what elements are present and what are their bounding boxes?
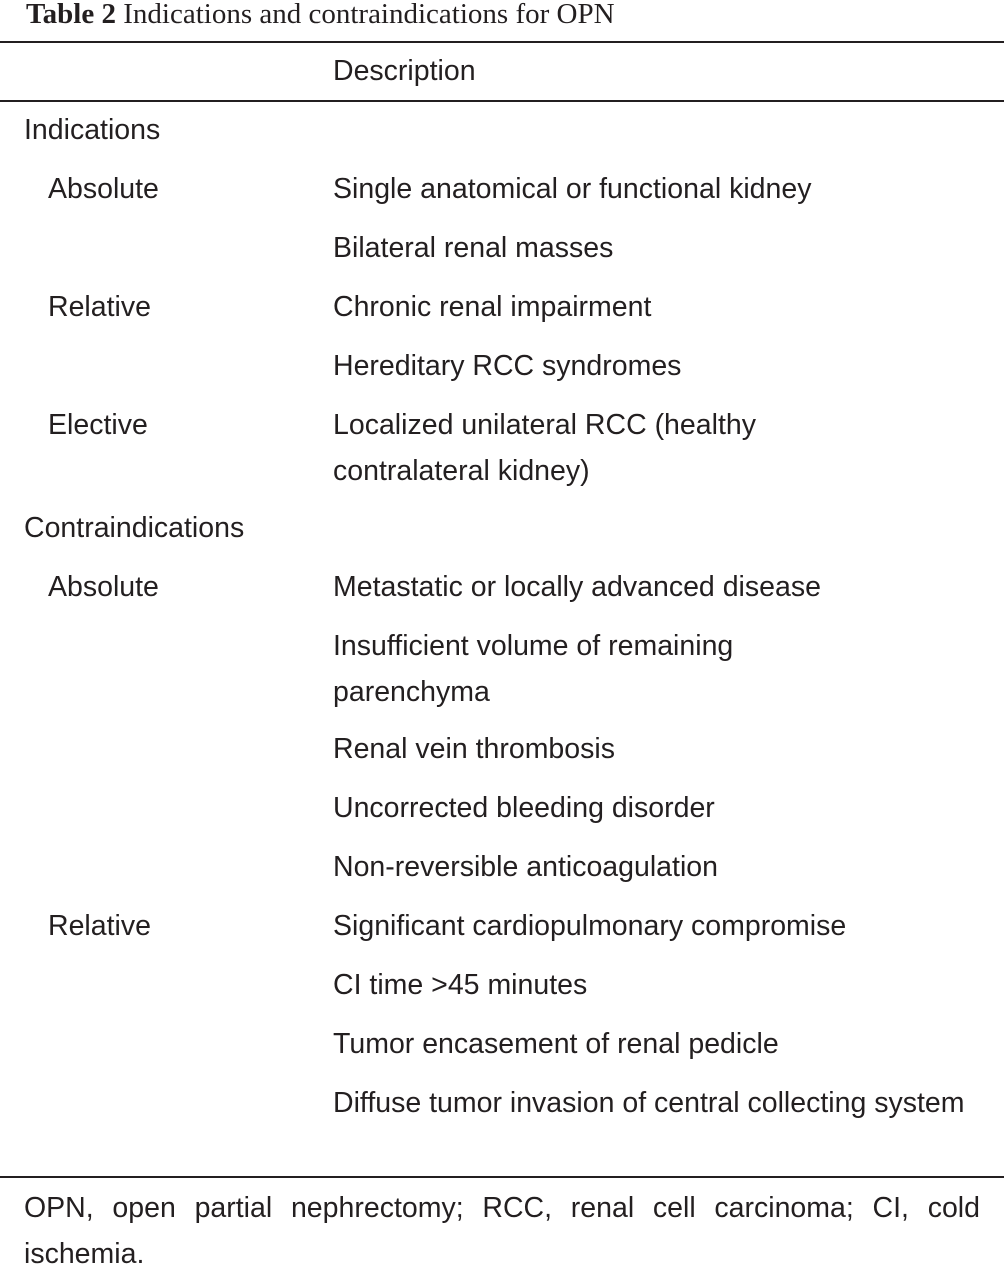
header-cell-description: Description xyxy=(333,55,476,87)
table-cell-description: Insufficient volume of remaining parenchyma xyxy=(333,630,734,708)
table-title: Indications and contraindications for OPN xyxy=(123,0,615,30)
table-cell-description: CI time >45 minutes xyxy=(333,969,588,1001)
top-rule xyxy=(0,41,1004,43)
group-label: Absolute xyxy=(48,173,159,205)
table-cell-description: Non-reversible anticoagulation xyxy=(333,851,718,883)
section-label-indications: Indications xyxy=(24,114,161,146)
table-label: Table 2 xyxy=(26,0,116,30)
table-cell-description: Diffuse tumor invasion of central collecting system xyxy=(333,1087,965,1119)
bottom-rule xyxy=(0,1176,1004,1178)
header-rule xyxy=(0,100,1004,102)
table-cell-description: Renal vein thrombosis xyxy=(333,733,615,765)
table-cell-description: Uncorrected bleeding disorder xyxy=(333,792,715,824)
group-label: Relative xyxy=(48,910,151,942)
table-cell-description: Chronic renal impairment xyxy=(333,291,652,323)
table-cell-description: Hereditary RCC syndromes xyxy=(333,350,682,382)
table-footnote: OPN, open partial nephrectomy; RCC, renal cell carcinoma; CI, cold ischemia. xyxy=(24,1192,980,1270)
table-cell-description: Significant cardiopulmonary compromise xyxy=(333,910,847,942)
table-caption xyxy=(26,0,615,32)
table-cell-description: Localized unilateral RCC (healthy contralateral kidney) xyxy=(333,409,756,487)
table-cell-description: Single anatomical or functional kidney xyxy=(333,173,812,205)
table-cell-description: Bilateral renal masses xyxy=(333,232,614,264)
group-label: Absolute xyxy=(48,571,159,603)
table-cell-description: Tumor encasement of renal pedicle xyxy=(333,1028,779,1060)
group-label: Elective xyxy=(48,409,148,441)
section-label-contraindications: Contraindications xyxy=(24,512,245,544)
group-label: Relative xyxy=(48,291,151,323)
table-cell-description: Metastatic or locally advanced disease xyxy=(333,571,821,603)
